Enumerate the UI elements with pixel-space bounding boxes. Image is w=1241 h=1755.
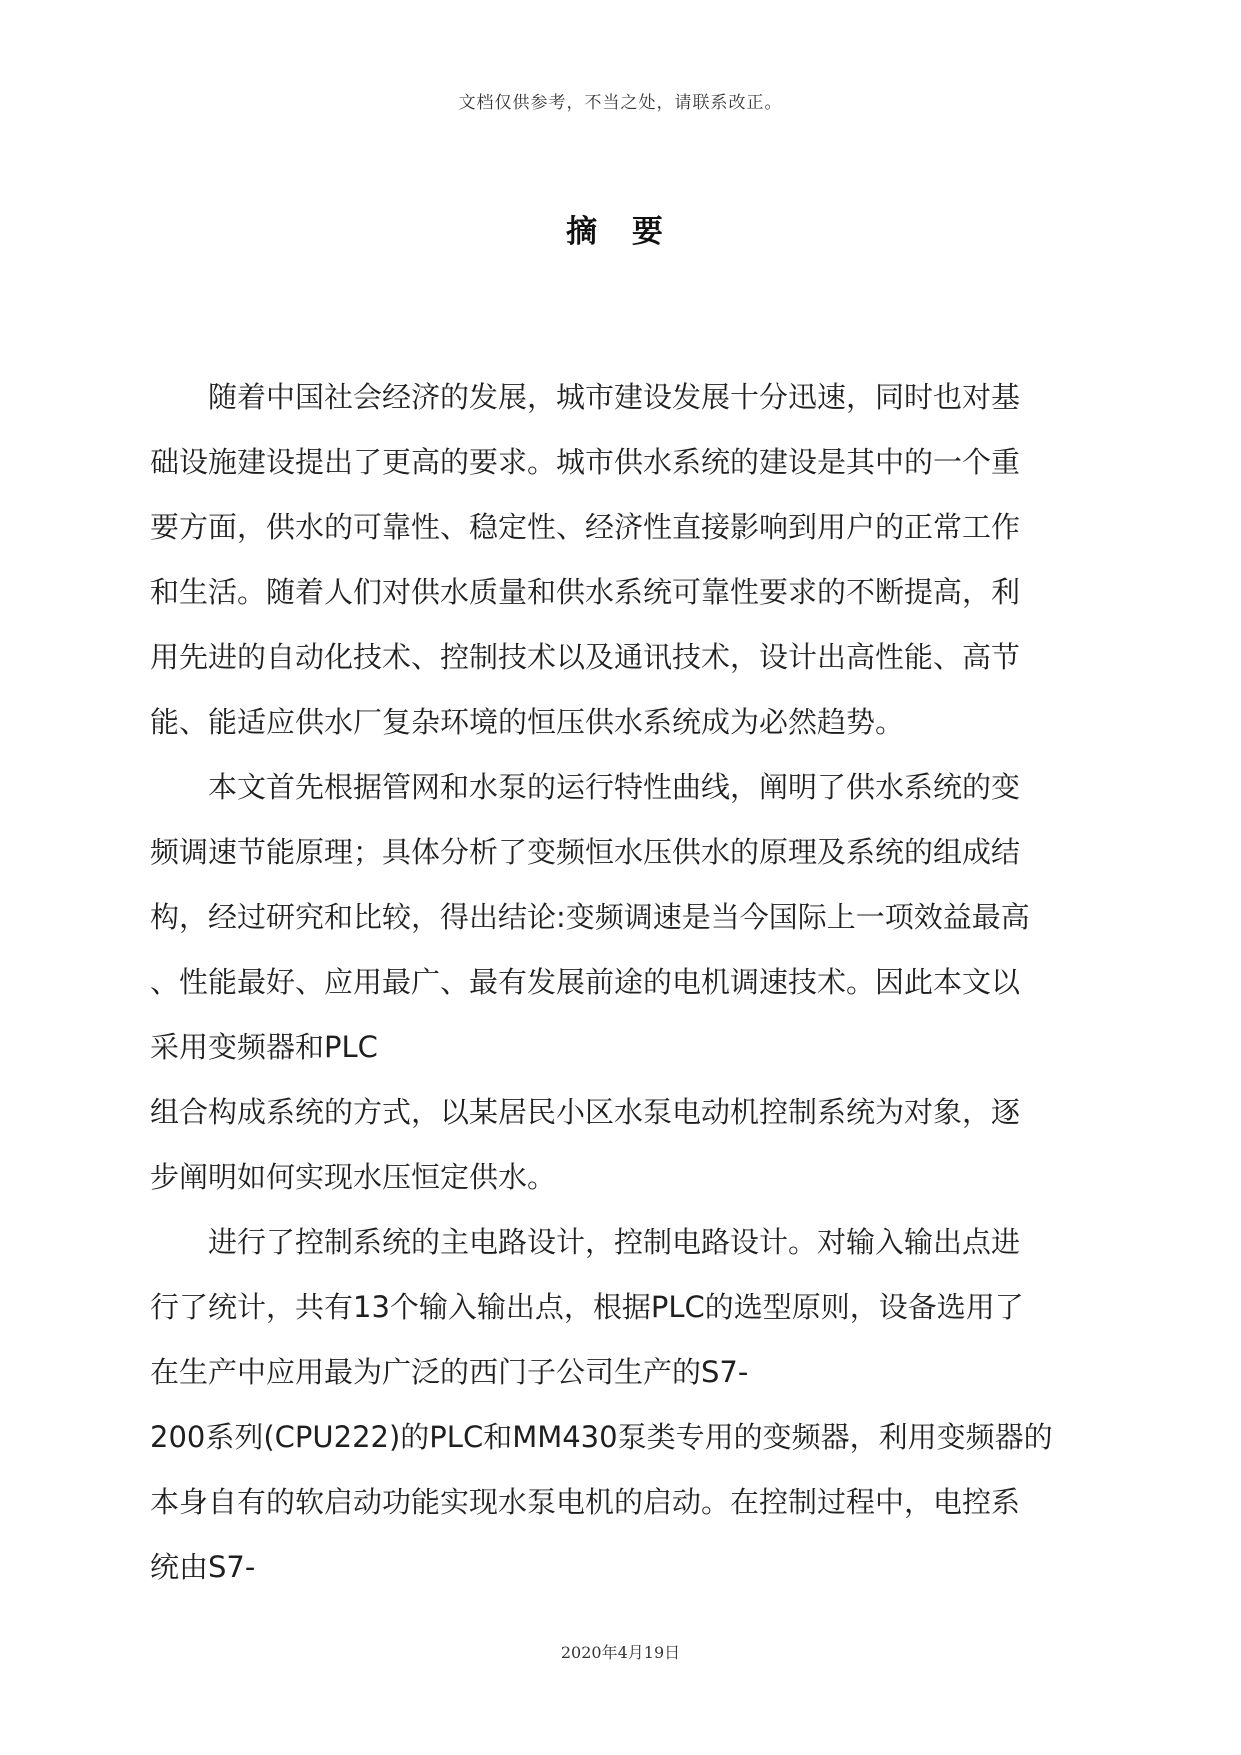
text-line: 步阐明如何实现水压恒定供水。 (150, 1160, 557, 1194)
text-line: 进行了控制系统的主电路设计，控制电路设计。对输入输出点进 (208, 1225, 1021, 1259)
text-line: 用先进的自动化技术、控制技术以及通讯技术，设计出高性能、高节 (150, 640, 1021, 674)
text-line: 本身自有的软启动功能实现水泵电机的启动。在控制过程中，电控系 (150, 1485, 1021, 1519)
page-title: 摘 要 (566, 214, 675, 250)
text-line: 构，经过研究和比较，得出结论:变频调速是当今国际上一项效益最高 (150, 900, 1030, 934)
text-line: 要方面，供水的可靠性、稳定性、经济性直接影响到用户的正常工作 (150, 510, 1021, 544)
text-line: 在生产中应用最为广泛的西门子公司生产的S7- (150, 1355, 749, 1389)
text-line: 本文首先根据管网和水泵的运行特性曲线，阐明了供水系统的变 (208, 770, 1021, 804)
text-line: 行了统计，共有13个输入输出点，根据PLC的选型原则，设备选用了 (150, 1290, 1024, 1324)
text-line: 和生活。随着人们对供水质量和供水系统可靠性要求的不断提高，利 (150, 575, 1021, 609)
text-line: 础设施建设提出了更高的要求。城市供水系统的建设是其中的一个重 (150, 445, 1021, 479)
text-line: 采用变频器和PLC (150, 1030, 378, 1064)
text-line: 频调速节能原理；具体分析了变频恒水压供水的原理及系统的组成结 (150, 835, 1021, 869)
text-line: 、性能最好、应用最广、最有发展前途的电机调速技术。因此本文以 (150, 965, 1021, 999)
text-line: 统由S7- (150, 1550, 256, 1584)
header-disclaimer: 文档仅供参考，不当之处，请联系改正。 (458, 93, 783, 113)
abstract-body (150, 365, 1090, 1600)
text-line: 随着中国社会经济的发展，城市建设发展十分迅速，同时也对基 (208, 380, 1021, 414)
text-line: 组合构成系统的方式，以某居民小区水泵电动机控制系统为对象，逐 (150, 1095, 1021, 1129)
footer-date: 2020年4月19日 (560, 1643, 681, 1662)
text-line: 能、能适应供水厂复杂环境的恒压供水系统成为必然趋势。 (150, 705, 905, 739)
text-line: 200系列(CPU222)的PLC和MM430泵类专用的变频器，利用变频器的 (150, 1420, 1053, 1454)
